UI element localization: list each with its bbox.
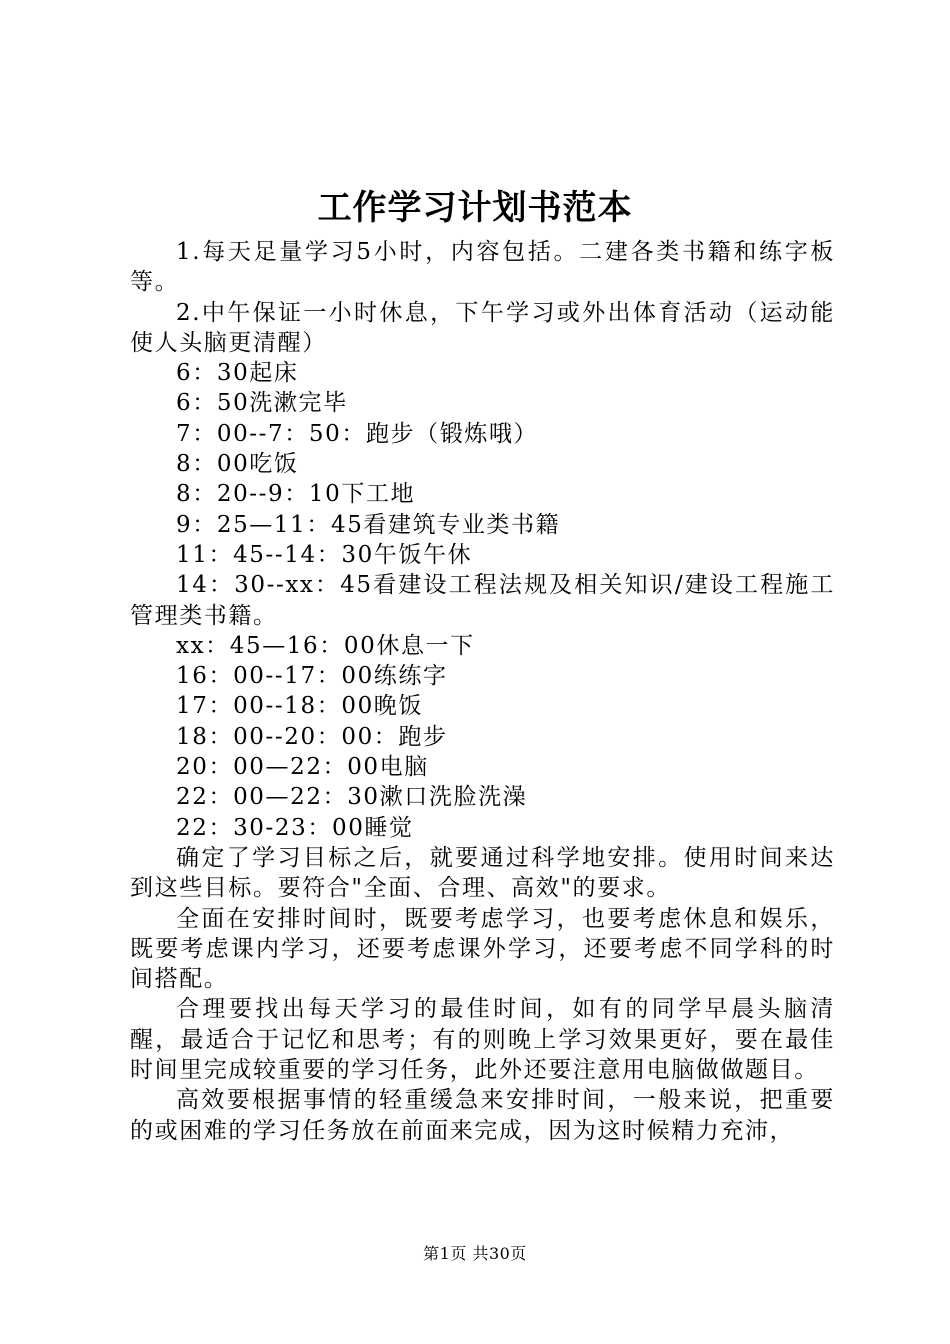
schedule-item: 16：00--17：00练练字 [176, 663, 448, 690]
schedule-item: 17：00--18：00晚饭 [176, 693, 424, 720]
schedule-item: 18：00--20：00：跑步 [176, 723, 448, 750]
closing-paragraph-4: 高效要根据事情的轻重缓急来安排时间，一般来说，把重要的或困难的学习任务放在前面来完成，因为这时候精力充沛， [130, 1087, 835, 1144]
page-footer: 第1页 共30页 [423, 1244, 527, 1263]
schedule-item: 22：00—22：30漱口洗脸洗澡 [176, 784, 528, 811]
schedule-item: xx：45—16：00休息一下 [176, 632, 475, 659]
schedule-item: 8：00吃饭 [176, 451, 299, 478]
closing-paragraph-3: 合理要找出每天学习的最佳时间，如有的同学早晨头脑清醒，最适合于记忆和思考；有的则晚上学习效果更好，要在最佳时间里完成较重要的学习任务，此外还要注意用电脑做做题目。 [130, 996, 835, 1084]
schedule-item: 6：50洗漱完毕 [176, 390, 348, 417]
paragraph-1: 1.每天足量学习5小时，内容包括。二建各类书籍和练字板等。 [130, 239, 835, 296]
schedule-item: 20：00—22：00电脑 [176, 754, 429, 781]
schedule-item: 7：00--7：50：跑步（锻炼哦） [176, 420, 539, 447]
schedule-item: 11：45--14：30午饭午休 [176, 541, 473, 568]
schedule-item-long: 14：30--xx：45看建设工程法规及相关知识/建设工程施工管理类书籍。 [130, 572, 835, 629]
paragraph-2: 2.中午保证一小时休息，下午学习或外出体育活动（运动能使人头脑更清醒） [130, 299, 835, 356]
document-title: 工作学习计划书范本 [317, 188, 633, 228]
schedule-item: 9：25—11：45看建筑专业类书籍 [176, 511, 561, 538]
schedule-item: 22：30-23：00睡觉 [176, 814, 414, 841]
schedule-item: 6：30起床 [176, 360, 299, 387]
document-body [130, 237, 835, 1146]
closing-paragraph-1: 确定了学习目标之后，就要通过科学地安排。使用时间来达到这些目标。要符合"全面、合理、高效"的要求。 [130, 844, 835, 902]
schedule-item: 8：20--9：10下工地 [176, 481, 416, 508]
closing-paragraph-2: 全面在安排时间时，既要考虑学习，也要考虑休息和娱乐，既要考虑课内学习，还要考虑课外学习，还要考虑不同学科的时间搭配。 [130, 905, 835, 993]
